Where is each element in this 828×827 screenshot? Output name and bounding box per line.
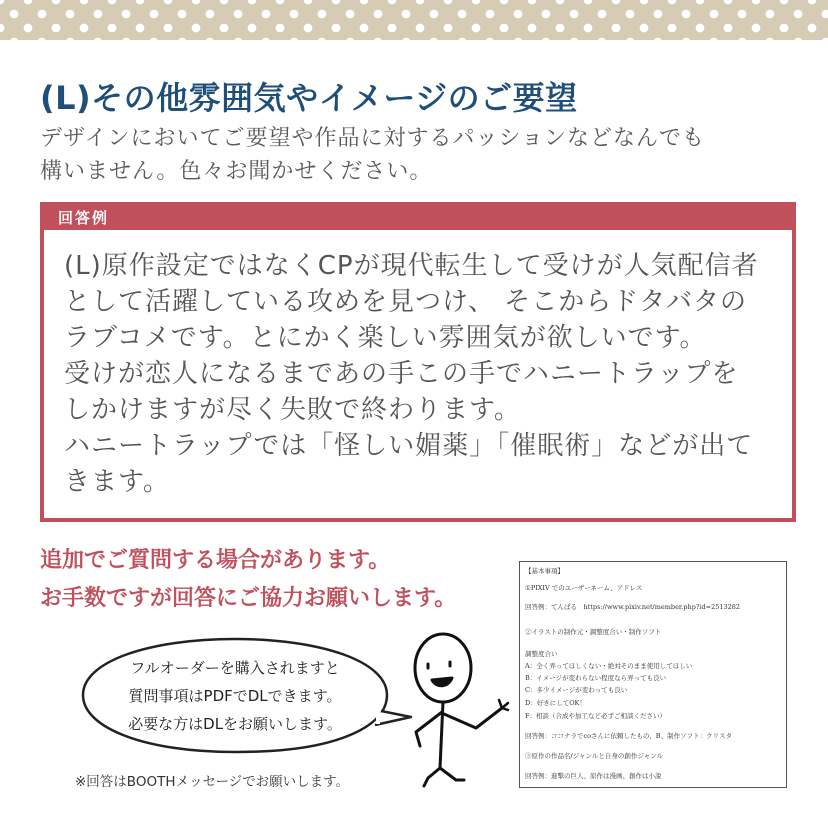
doc-line: 回答例：ココナラでcoさんに依頼したもの、B、制作ソフト：クリスタ: [525, 732, 732, 740]
answer-line: 受けが恋人になるまであの手この手でハニートラップを: [64, 359, 739, 389]
doc-line: D：好きにしてOK！: [525, 699, 586, 707]
answer-example-label: 回答例: [44, 206, 792, 230]
stick-figure-illustration: [398, 628, 518, 788]
answer-line: ハニートラップでは「怪しい媚薬」「催眠術」などが出て: [64, 431, 754, 461]
doc-line: F：相談（合成や加工など必ずご相談ください）: [525, 712, 667, 720]
answer-line: しかけますが尽く失敗で終わります。: [64, 395, 521, 425]
intro-text: [40, 122, 810, 188]
speech-bubble: [75, 633, 395, 758]
doc-line: 回答例：てんぱる https://www.pixiv.net/member.php?id=2513282: [525, 603, 741, 611]
bubble-line-3: 必要な方はDLをお願いします。: [128, 715, 342, 733]
notice-text: [40, 542, 456, 618]
doc-line: C：多少イメージが変わっても良い: [525, 686, 628, 694]
question-sheet-preview: [519, 561, 787, 788]
polka-dot-banner: [0, 0, 828, 40]
answer-line: として活躍している攻めを見つけ、 そこからドタバタの: [64, 287, 747, 317]
answer-example-box: [40, 202, 796, 522]
intro-line-1: デザインにおいてご要望や作品に対するパッションなどなんでも: [40, 126, 706, 151]
intro-line-2: 構いません。色々お聞かせください。: [40, 159, 433, 184]
footnote: ※回答はBOOTHメッセージでお願いします。: [75, 774, 350, 790]
notice-line-2: お手数ですが回答にご協力お願いします。: [40, 586, 457, 611]
bubble-line-1: フルオーダーを購入されますと: [130, 659, 340, 677]
notice-line-1: 追加でご質問する場合があります。: [40, 548, 391, 573]
doc-line: ①PIXIV でのユーザーネーム、アドレス: [525, 584, 643, 592]
doc-line: 【基本事項】: [525, 567, 564, 575]
doc-line: ②イラストの制作元・調整度合い・制作ソフト: [525, 628, 662, 636]
answer-line: きます。: [64, 467, 170, 497]
bubble-text: [75, 654, 395, 738]
doc-line: ③原作の作品名/ジャンルと自身の創作ジャンル: [525, 752, 664, 760]
doc-line: 調整度合い: [525, 650, 558, 658]
section-heading: (L)その他雰囲気やイメージのご要望: [40, 79, 578, 117]
doc-line: 回答例：進撃の巨人、原作は漫画、創作は小説: [525, 772, 662, 780]
bubble-line-2: 質問事項はPDFでDLできます。: [128, 687, 342, 705]
doc-line: A：全く弄ってほしくない・絶対そのまま使用してほしい: [525, 662, 693, 670]
doc-line: B：イメージが変わらない程度なら弄っても良い: [525, 674, 667, 682]
answer-line: ラブコメです。とにかく楽しい雰囲気が欲しいです。: [64, 323, 707, 353]
answer-line: (L)原作設定ではなくCPが現代転生して受けが人気配信者: [64, 251, 759, 281]
answer-example-text: [64, 248, 779, 500]
